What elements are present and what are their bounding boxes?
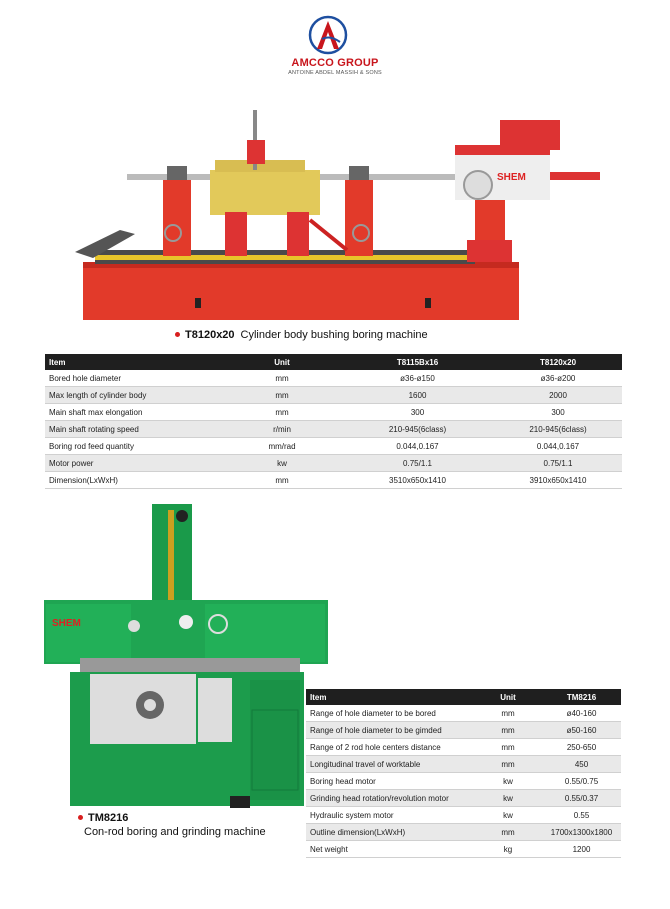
machine2-spec-table	[306, 689, 621, 858]
table-row	[45, 387, 622, 404]
column-header: T8115Bx16	[341, 354, 494, 370]
table-row	[45, 455, 622, 472]
table-row	[306, 722, 621, 739]
brand-subtitle: ANTOINE ABDEL MASSIH & SONS	[288, 70, 382, 76]
table-cell: 210-945(6class)	[494, 421, 622, 438]
table-cell: Range of hole diameter to be bored	[306, 705, 474, 722]
column-header: TM8216	[542, 689, 621, 705]
table-cell: mm	[474, 705, 542, 722]
table-row	[306, 790, 621, 807]
table-cell: Grinding head rotation/revolution motor	[306, 790, 474, 807]
table-cell: Boring head motor	[306, 773, 474, 790]
table-cell: kg	[474, 841, 542, 858]
table-cell: 0.044,0.167	[341, 438, 494, 455]
table-cell: kw	[474, 790, 542, 807]
table-cell: Dimension(LxWxH)	[45, 472, 223, 489]
table-cell: 3510x650x1410	[341, 472, 494, 489]
table-cell: mm/rad	[223, 438, 341, 455]
bullet-icon	[175, 332, 180, 337]
table-cell: kw	[223, 455, 341, 472]
table-row	[306, 807, 621, 824]
machine2-model: TM8216	[88, 812, 129, 824]
table-cell: mm	[223, 404, 341, 421]
table-row	[45, 370, 622, 387]
table-cell: Main shaft max elongation	[45, 404, 223, 421]
table-cell: ø50-160	[542, 722, 621, 739]
column-header: Unit	[474, 689, 542, 705]
table-cell: ø40-160	[542, 705, 621, 722]
table-cell: Max length of cylinder body	[45, 387, 223, 404]
table-header-row	[45, 354, 622, 370]
table-cell: 0.75/1.1	[341, 455, 494, 472]
table-cell: Motor power	[45, 455, 223, 472]
table-header-row	[306, 689, 621, 705]
table-row	[306, 756, 621, 773]
table-row	[306, 739, 621, 756]
table-cell: 0.55/0.75	[542, 773, 621, 790]
table-row	[306, 705, 621, 722]
column-header: Item	[306, 689, 474, 705]
table-cell: kw	[474, 773, 542, 790]
table-cell: 450	[542, 756, 621, 773]
table-cell: Boring rod feed quantity	[45, 438, 223, 455]
table-cell: mm	[223, 472, 341, 489]
table-cell: Bored hole diameter	[45, 370, 223, 387]
machine2-caption	[78, 812, 266, 838]
machine1-spec-table	[45, 354, 622, 489]
table-cell: Longitudinal travel of worktable	[306, 756, 474, 773]
machine1-description: Cylinder body bushing boring machine	[240, 329, 428, 341]
table-row	[306, 773, 621, 790]
table-cell: Range of 2 rod hole centers distance	[306, 739, 474, 756]
machine1-model: T8120x20	[185, 329, 235, 341]
table-cell: Range of hole diameter to be gimded	[306, 722, 474, 739]
table-cell: 1700x1300x1800	[542, 824, 621, 841]
table-cell: 300	[494, 404, 622, 421]
table-cell: Net weight	[306, 841, 474, 858]
table-cell: 210-945(6class)	[341, 421, 494, 438]
table-cell: 0.55/0.37	[542, 790, 621, 807]
shem-plate-label-1: SHEM	[497, 172, 526, 183]
table-row	[306, 841, 621, 858]
table-cell: 1600	[341, 387, 494, 404]
column-header: Item	[45, 354, 223, 370]
table-cell: 300	[341, 404, 494, 421]
table-row	[45, 421, 622, 438]
table-row	[45, 438, 622, 455]
table-cell: 0.75/1.1	[494, 455, 622, 472]
table-cell: mm	[474, 722, 542, 739]
table-row	[306, 824, 621, 841]
column-header: T8120x20	[494, 354, 622, 370]
amcco-logo-icon	[308, 15, 348, 55]
table-cell: mm	[223, 387, 341, 404]
table-cell: mm	[223, 370, 341, 387]
table-row	[45, 472, 622, 489]
table-cell: ø36-ø200	[494, 370, 622, 387]
table-cell: 0.044,0.167	[494, 438, 622, 455]
table-cell: mm	[474, 756, 542, 773]
machine2-description: Con-rod boring and grinding machine	[84, 826, 266, 838]
boring-machine-image	[75, 100, 605, 325]
table-cell: 3910x650x1410	[494, 472, 622, 489]
column-header: Unit	[223, 354, 341, 370]
table-cell: mm	[474, 824, 542, 841]
table-cell: Hydraulic system motor	[306, 807, 474, 824]
table-cell: Main shaft rotating speed	[45, 421, 223, 438]
table-cell: 250-650	[542, 739, 621, 756]
table-cell: ø36-ø150	[341, 370, 494, 387]
table-cell: r/min	[223, 421, 341, 438]
table-cell: mm	[474, 739, 542, 756]
table-cell: 2000	[494, 387, 622, 404]
grinding-machine-image	[40, 500, 332, 812]
table-row	[45, 404, 622, 421]
table-cell: Outline dimension(LxWxH)	[306, 824, 474, 841]
table-cell: kw	[474, 807, 542, 824]
machine1-caption	[175, 329, 428, 341]
table-cell: 0.55	[542, 807, 621, 824]
bullet-icon	[78, 815, 83, 820]
shem-plate-label-2: SHEM	[52, 618, 81, 629]
brand-name: AMCCO GROUP	[291, 57, 379, 69]
table-cell: 1200	[542, 841, 621, 858]
